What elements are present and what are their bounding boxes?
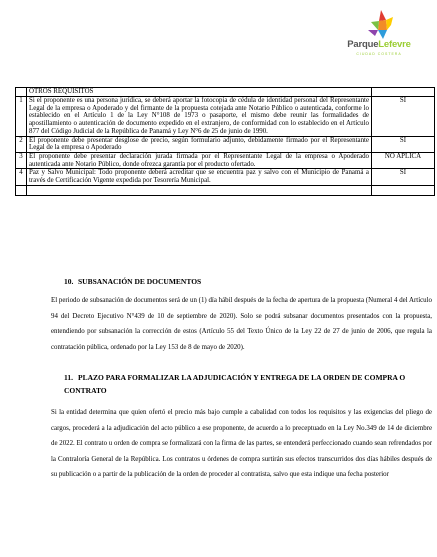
requirements-table (15, 87, 435, 196)
section-11-body: Si la entidad determina que quien ofertó el precio más bajo cumple a cabalidad con todos los requisitos y las exigencias del pliego de cargos, procederá a la adjudicación del acto público a ese proponente, de acuerdo a lo preceptuado en la Ley No.349 de 14 de diciembre de 2022. El contrato u orden de compra se formalizará con la firma de las partes, se entenderá perfeccionado cuando sean refrendados por la Contraloría General de la República. Los contratos u órdenes de compra surtirán sus efectos transcurridos dos días hábiles después de su publicación o a partir de la publicación de la orden de proceder al contratista, salvo que esta indique una fecha posterior (51, 409, 432, 478)
row-value: SI (372, 169, 435, 185)
row-number: 3 (16, 152, 27, 168)
logo-tagline: CIUDAD COSTERA (356, 52, 402, 56)
table-row (16, 97, 435, 137)
row-value: SI (372, 97, 435, 137)
section-10-title: SUBSANACIÓN DE DOCUMENTOS (78, 277, 202, 286)
row-description: El proponente debe presentar declaración jurada firmada por el Representante Legal de la empresa o Apoderado autenticada ante Notario Público, donde ofrezca garantía por el producto ofertado. (27, 152, 372, 168)
section-10-body: El periodo de subsanación de documentos será de un (1) día hábil después de la fecha de apertura de la propuesta (Numeral 4 del Artículo 94 del Decreto Ejecutivo N°439 de 10 de septiembre de 2020). Solo se podrá subsanar documentos presentados con la propuesta, entendiendo por subsanación la corrección de estos (Artículo 55 del Texto Único de la Ley 22 de 27 de junio de 2006, que regula la contratación pública, ordenado por la Ley 153 de 8 de mayo de 2020). (51, 297, 432, 351)
logo-wordmark: ParqueLefevre (347, 39, 411, 50)
row-number: 2 (16, 136, 27, 152)
section-11-title: PLAZO PARA FORMALIZAR LA ADJUDICACIÓN Y ENTREGA DE LA ORDEN DE COMPRA O CONTRATO (64, 373, 406, 395)
section-10-heading (64, 277, 201, 286)
table-header-row (16, 88, 435, 97)
row-description: El proponente debe presentar desglose de precio, según formulario adjunto, debidamente firmado por el Representante Legal de la empresa o Apoderado (27, 136, 372, 152)
table-header: OTROS REQUISITOS (27, 88, 372, 97)
row-number: 1 (16, 97, 27, 137)
section-11-heading (64, 371, 434, 397)
row-value: NO APLICA (372, 152, 435, 168)
row-description: Paz y Salvo Municipal: Todo proponente deberá acreditar que se encuentra paz y salvo con el Municipio de Panamá a través de Certificación Vigente expedida por Tesorería Municipal. (27, 169, 372, 185)
table-row (16, 136, 435, 152)
colorful-bird-icon (366, 8, 396, 40)
row-value: SI (372, 136, 435, 152)
row-number: 4 (16, 169, 27, 185)
table-row (16, 152, 435, 168)
section-11-number: 11. (64, 373, 73, 382)
table-empty-row (16, 185, 435, 195)
section-10-number: 10. (64, 277, 74, 286)
table-row (16, 169, 435, 185)
row-description: Si el proponente es una persona jurídica, se deberá aportar la fotocopia de cédula de identidad personal del Representante Legal de la empresa o Apoderado y del firmante de la propuesta cotejada ante Notario Público o autenticada, conforme lo establecido en el Artículo 1 de la Ley N°108 de 1973 o pasaporte, el mismo debe reunir las formalidades de apostillamiento o autenticación de documento expedido en el extranjero, de conformidad con lo establecido en el Artículo 877 del Código Judicial de la República de Panamá y Ley N°6 de 25 de junio de 1990. (27, 97, 372, 137)
parque-lefevre-logo (340, 8, 418, 63)
